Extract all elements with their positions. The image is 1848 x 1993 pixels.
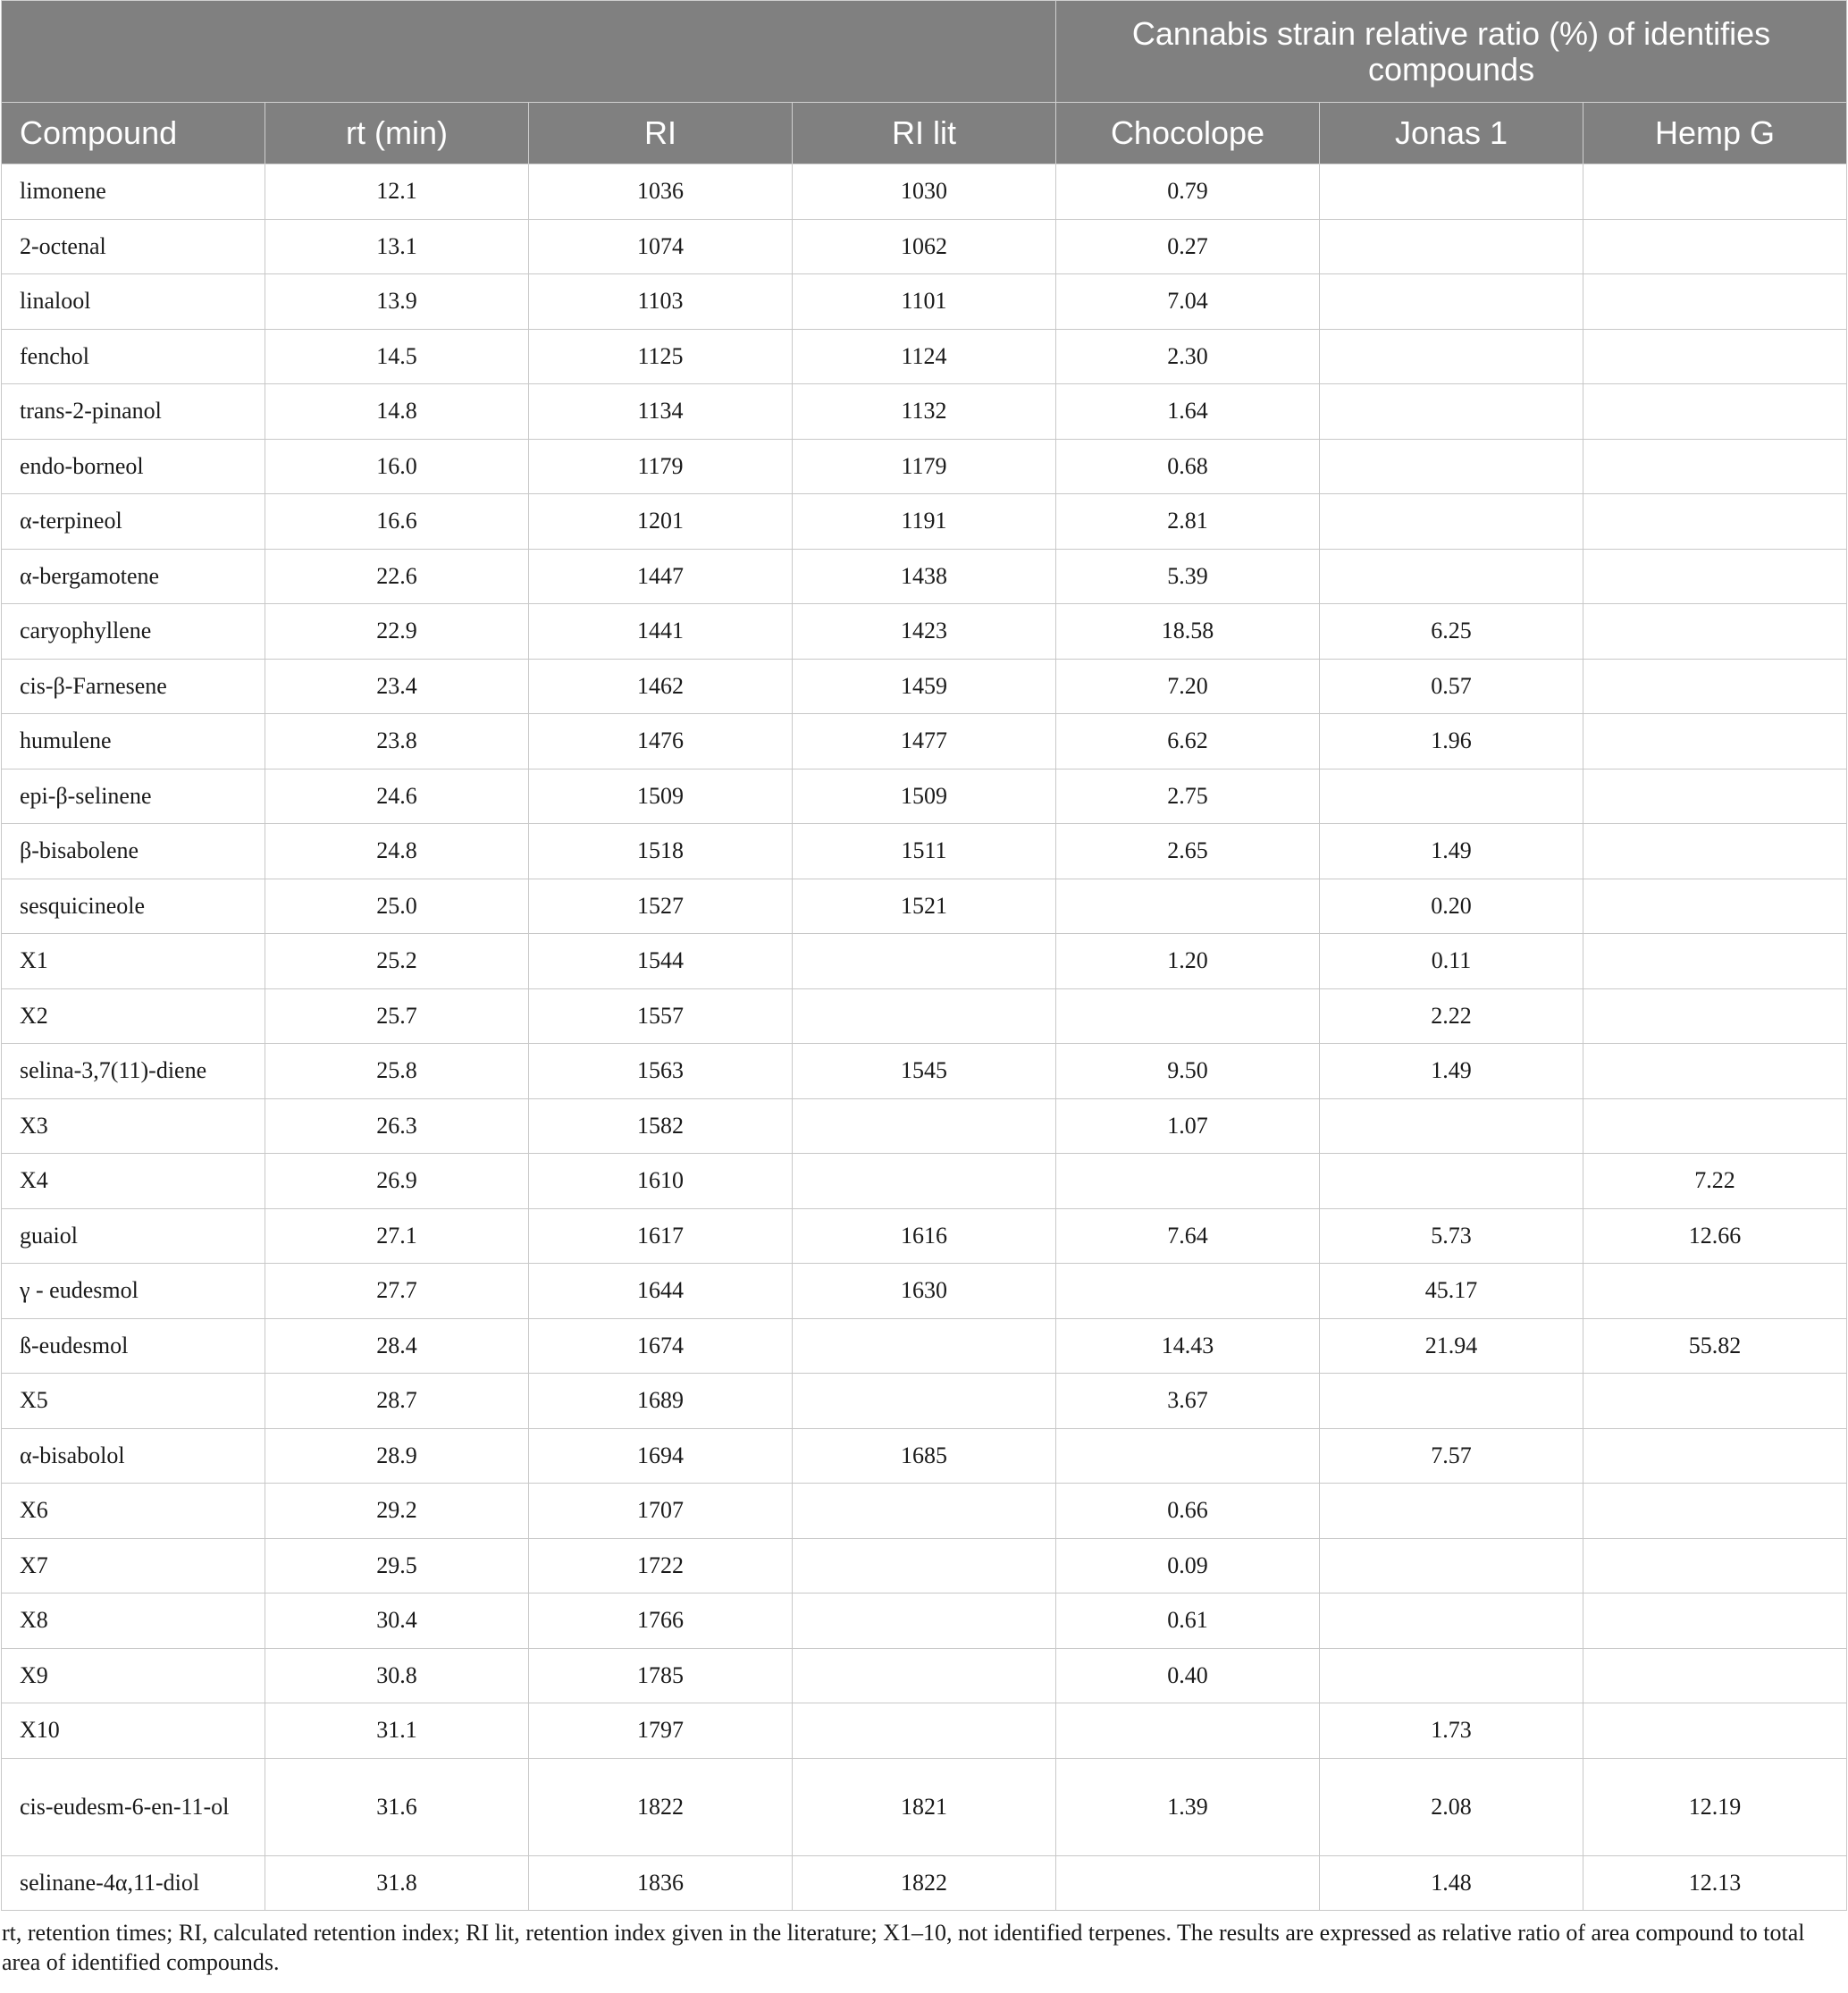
cell-compound: cis-β-Farnesene xyxy=(2,659,265,714)
cell-ri-lit xyxy=(793,1703,1056,1759)
cell-ri-lit: 1062 xyxy=(793,219,1056,274)
cell-ri-lit: 1459 xyxy=(793,659,1056,714)
cell-jonas1 xyxy=(1320,1594,1583,1649)
cell-rt: 30.8 xyxy=(265,1648,529,1703)
cell-hempg xyxy=(1583,1374,1847,1429)
column-header-rt: rt (min) xyxy=(265,103,529,164)
cell-chocolope: 2.81 xyxy=(1056,494,1320,550)
table-row xyxy=(2,1484,1847,1539)
cell-chocolope: 9.50 xyxy=(1056,1044,1320,1099)
cell-ri-lit: 1630 xyxy=(793,1264,1056,1319)
table-row xyxy=(2,439,1847,494)
cell-hempg xyxy=(1583,549,1847,604)
cell-jonas1: 45.17 xyxy=(1320,1264,1583,1319)
cell-ri-lit xyxy=(793,1648,1056,1703)
cell-jonas1 xyxy=(1320,769,1583,824)
cell-rt: 28.7 xyxy=(265,1374,529,1429)
cell-compound: X8 xyxy=(2,1594,265,1649)
table-row xyxy=(2,1855,1847,1911)
table-row xyxy=(2,714,1847,769)
cell-ri-lit: 1132 xyxy=(793,384,1056,440)
cell-ri: 1785 xyxy=(529,1648,793,1703)
cell-chocolope: 18.58 xyxy=(1056,604,1320,660)
cell-ri: 1125 xyxy=(529,329,793,384)
cell-ri: 1476 xyxy=(529,714,793,769)
cell-ri-lit: 1191 xyxy=(793,494,1056,550)
cell-ri-lit: 1822 xyxy=(793,1855,1056,1911)
cell-hempg xyxy=(1583,329,1847,384)
cell-hempg xyxy=(1583,219,1847,274)
cell-hempg xyxy=(1583,384,1847,440)
cell-ri-lit xyxy=(793,934,1056,989)
column-header-hempg: Hemp G xyxy=(1583,103,1847,164)
cell-rt: 22.9 xyxy=(265,604,529,660)
cell-jonas1 xyxy=(1320,384,1583,440)
cell-ri: 1766 xyxy=(529,1594,793,1649)
cell-jonas1: 0.11 xyxy=(1320,934,1583,989)
cell-hempg xyxy=(1583,1098,1847,1154)
cell-jonas1: 2.08 xyxy=(1320,1758,1583,1855)
cell-chocolope: 1.39 xyxy=(1056,1758,1320,1855)
cell-ri: 1822 xyxy=(529,1758,793,1855)
cell-hempg xyxy=(1583,988,1847,1044)
cell-chocolope xyxy=(1056,1264,1320,1319)
column-header-ri: RI xyxy=(529,103,793,164)
cell-compound: linalool xyxy=(2,274,265,330)
cell-chocolope: 0.27 xyxy=(1056,219,1320,274)
table-body xyxy=(2,164,1847,1911)
table-row xyxy=(2,1208,1847,1264)
cell-rt: 25.8 xyxy=(265,1044,529,1099)
cell-ri-lit: 1616 xyxy=(793,1208,1056,1264)
cell-compound: α-terpineol xyxy=(2,494,265,550)
cell-compound: α-bergamotene xyxy=(2,549,265,604)
cell-ri: 1610 xyxy=(529,1154,793,1209)
cell-jonas1 xyxy=(1320,1648,1583,1703)
cell-jonas1 xyxy=(1320,274,1583,330)
cell-ri-lit: 1511 xyxy=(793,824,1056,879)
cell-ri: 1441 xyxy=(529,604,793,660)
cell-chocolope xyxy=(1056,1154,1320,1209)
cell-ri: 1462 xyxy=(529,659,793,714)
table-row xyxy=(2,1538,1847,1594)
table-row xyxy=(2,769,1847,824)
table-row xyxy=(2,659,1847,714)
cell-chocolope: 7.64 xyxy=(1056,1208,1320,1264)
cell-ri-lit xyxy=(793,1098,1056,1154)
cell-rt: 26.9 xyxy=(265,1154,529,1209)
cell-compound: guaiol xyxy=(2,1208,265,1264)
table-row xyxy=(2,1648,1847,1703)
cell-ri: 1617 xyxy=(529,1208,793,1264)
cell-rt: 23.4 xyxy=(265,659,529,714)
cell-jonas1 xyxy=(1320,1538,1583,1594)
cell-rt: 29.2 xyxy=(265,1484,529,1539)
cell-ri: 1103 xyxy=(529,274,793,330)
cell-compound: X1 xyxy=(2,934,265,989)
cell-compound: α-bisabolol xyxy=(2,1428,265,1484)
cell-ri: 1707 xyxy=(529,1484,793,1539)
cell-chocolope: 2.65 xyxy=(1056,824,1320,879)
cell-chocolope: 1.07 xyxy=(1056,1098,1320,1154)
cell-ri-lit: 1101 xyxy=(793,274,1056,330)
table-row xyxy=(2,219,1847,274)
cell-jonas1: 0.57 xyxy=(1320,659,1583,714)
header-group-row xyxy=(2,1,1847,103)
cell-hempg xyxy=(1583,494,1847,550)
cell-hempg xyxy=(1583,934,1847,989)
cell-ri: 1527 xyxy=(529,879,793,934)
cell-ri-lit xyxy=(793,1374,1056,1429)
cell-ri: 1179 xyxy=(529,439,793,494)
cell-jonas1: 2.22 xyxy=(1320,988,1583,1044)
cell-jonas1: 1.49 xyxy=(1320,824,1583,879)
cell-ri-lit: 1124 xyxy=(793,329,1056,384)
cell-compound: X4 xyxy=(2,1154,265,1209)
cell-ri: 1036 xyxy=(529,164,793,220)
cell-jonas1 xyxy=(1320,1374,1583,1429)
cell-hempg: 12.19 xyxy=(1583,1758,1847,1855)
table-row xyxy=(2,1428,1847,1484)
cell-ri-lit xyxy=(793,1484,1056,1539)
cell-chocolope: 2.75 xyxy=(1056,769,1320,824)
cell-compound: selina-3,7(11)-diene xyxy=(2,1044,265,1099)
cell-rt: 26.3 xyxy=(265,1098,529,1154)
table-row xyxy=(2,1374,1847,1429)
column-header-jonas1: Jonas 1 xyxy=(1320,103,1583,164)
cell-compound: trans-2-pinanol xyxy=(2,384,265,440)
cell-chocolope: 7.20 xyxy=(1056,659,1320,714)
cell-hempg xyxy=(1583,1538,1847,1594)
cell-ri-lit xyxy=(793,1538,1056,1594)
cell-ri: 1544 xyxy=(529,934,793,989)
table-footnote: rt, retention times; RI, calculated retention index; RI lit, retention index given in the literature; X1–10, not identified terpenes. The results are expressed as relative ratio of area compound to total area of identified compounds. xyxy=(2,1920,1805,1975)
cell-compound: fenchol xyxy=(2,329,265,384)
cell-compound: sesquicineole xyxy=(2,879,265,934)
header-group-title: Cannabis strain relative ratio (%) of identifies compounds xyxy=(1056,1,1847,103)
cell-ri: 1644 xyxy=(529,1264,793,1319)
cell-rt: 25.2 xyxy=(265,934,529,989)
cell-compound: X5 xyxy=(2,1374,265,1429)
cell-jonas1 xyxy=(1320,439,1583,494)
cell-jonas1 xyxy=(1320,549,1583,604)
cell-chocolope: 7.04 xyxy=(1056,274,1320,330)
table-row xyxy=(2,1264,1847,1319)
table-row xyxy=(2,988,1847,1044)
cell-rt: 27.1 xyxy=(265,1208,529,1264)
cell-chocolope xyxy=(1056,879,1320,934)
cell-ri-lit: 1685 xyxy=(793,1428,1056,1484)
column-header-compound: Compound xyxy=(2,103,265,164)
cell-ri: 1797 xyxy=(529,1703,793,1759)
cell-ri-lit: 1821 xyxy=(793,1758,1056,1855)
cell-compound: cis-eudesm-6-en-11-ol xyxy=(2,1758,265,1855)
cell-ri: 1836 xyxy=(529,1855,793,1911)
cell-rt: 16.0 xyxy=(265,439,529,494)
cell-compound: γ - eudesmol xyxy=(2,1264,265,1319)
cell-hempg xyxy=(1583,439,1847,494)
cell-jonas1 xyxy=(1320,1484,1583,1539)
cell-ri-lit: 1477 xyxy=(793,714,1056,769)
cell-jonas1: 7.57 xyxy=(1320,1428,1583,1484)
cell-ri: 1201 xyxy=(529,494,793,550)
cell-rt: 22.6 xyxy=(265,549,529,604)
cell-hempg: 12.66 xyxy=(1583,1208,1847,1264)
cell-rt: 25.0 xyxy=(265,879,529,934)
cell-compound: epi-β-selinene xyxy=(2,769,265,824)
cell-rt: 13.1 xyxy=(265,219,529,274)
cell-chocolope: 5.39 xyxy=(1056,549,1320,604)
cell-hempg xyxy=(1583,769,1847,824)
cell-hempg: 55.82 xyxy=(1583,1318,1847,1374)
cell-chocolope xyxy=(1056,1428,1320,1484)
cell-hempg xyxy=(1583,1648,1847,1703)
cell-ri: 1557 xyxy=(529,988,793,1044)
table-row xyxy=(2,384,1847,440)
cell-jonas1 xyxy=(1320,1098,1583,1154)
cell-chocolope xyxy=(1056,1855,1320,1911)
cell-chocolope: 0.66 xyxy=(1056,1484,1320,1539)
header-columns-row xyxy=(2,103,1847,164)
cell-chocolope: 2.30 xyxy=(1056,329,1320,384)
cell-rt: 31.1 xyxy=(265,1703,529,1759)
cell-chocolope: 3.67 xyxy=(1056,1374,1320,1429)
cell-jonas1: 6.25 xyxy=(1320,604,1583,660)
cell-chocolope: 1.64 xyxy=(1056,384,1320,440)
table-row xyxy=(2,1154,1847,1209)
table-row xyxy=(2,604,1847,660)
table-row xyxy=(2,1703,1847,1759)
cell-hempg xyxy=(1583,1484,1847,1539)
cell-ri: 1674 xyxy=(529,1318,793,1374)
cell-ri: 1563 xyxy=(529,1044,793,1099)
column-header-chocolope: Chocolope xyxy=(1056,103,1320,164)
cell-hempg xyxy=(1583,1594,1847,1649)
table-row xyxy=(2,879,1847,934)
cell-ri: 1689 xyxy=(529,1374,793,1429)
cell-ri: 1694 xyxy=(529,1428,793,1484)
cell-hempg xyxy=(1583,714,1847,769)
cell-jonas1: 21.94 xyxy=(1320,1318,1583,1374)
cell-compound: X3 xyxy=(2,1098,265,1154)
cell-rt: 25.7 xyxy=(265,988,529,1044)
cell-compound: X9 xyxy=(2,1648,265,1703)
cell-compound: endo-borneol xyxy=(2,439,265,494)
cell-rt: 28.4 xyxy=(265,1318,529,1374)
cell-chocolope xyxy=(1056,1703,1320,1759)
cell-hempg xyxy=(1583,1044,1847,1099)
cell-jonas1: 0.20 xyxy=(1320,879,1583,934)
cell-compound: β-bisabolene xyxy=(2,824,265,879)
cell-chocolope: 0.09 xyxy=(1056,1538,1320,1594)
table-row xyxy=(2,549,1847,604)
cell-compound: X7 xyxy=(2,1538,265,1594)
cell-jonas1: 1.73 xyxy=(1320,1703,1583,1759)
cell-hempg xyxy=(1583,879,1847,934)
cell-ri: 1509 xyxy=(529,769,793,824)
table-row xyxy=(2,1594,1847,1649)
cell-hempg xyxy=(1583,824,1847,879)
cell-rt: 30.4 xyxy=(265,1594,529,1649)
cell-rt: 28.9 xyxy=(265,1428,529,1484)
cell-chocolope: 6.62 xyxy=(1056,714,1320,769)
table-row xyxy=(2,1758,1847,1855)
cell-chocolope: 0.61 xyxy=(1056,1594,1320,1649)
cell-ri-lit xyxy=(793,1154,1056,1209)
cell-jonas1 xyxy=(1320,219,1583,274)
cell-rt: 24.8 xyxy=(265,824,529,879)
cell-hempg: 7.22 xyxy=(1583,1154,1847,1209)
cell-rt: 12.1 xyxy=(265,164,529,220)
cell-jonas1 xyxy=(1320,329,1583,384)
cell-ri-lit: 1521 xyxy=(793,879,1056,934)
cell-rt: 24.6 xyxy=(265,769,529,824)
cell-rt: 13.9 xyxy=(265,274,529,330)
cell-ri-lit xyxy=(793,1318,1056,1374)
cell-ri-lit: 1179 xyxy=(793,439,1056,494)
cell-ri: 1074 xyxy=(529,219,793,274)
cell-chocolope: 0.40 xyxy=(1056,1648,1320,1703)
table-row xyxy=(2,164,1847,220)
cell-hempg xyxy=(1583,1264,1847,1319)
cell-compound: limonene xyxy=(2,164,265,220)
cell-compound: humulene xyxy=(2,714,265,769)
table-row xyxy=(2,1318,1847,1374)
cell-ri: 1134 xyxy=(529,384,793,440)
compounds-table xyxy=(1,0,1847,1911)
cell-hempg xyxy=(1583,1428,1847,1484)
cell-compound: X2 xyxy=(2,988,265,1044)
cell-compound: X6 xyxy=(2,1484,265,1539)
cell-ri: 1518 xyxy=(529,824,793,879)
cell-chocolope xyxy=(1056,988,1320,1044)
cell-hempg xyxy=(1583,659,1847,714)
cell-ri: 1722 xyxy=(529,1538,793,1594)
cell-jonas1: 1.49 xyxy=(1320,1044,1583,1099)
cell-hempg xyxy=(1583,1703,1847,1759)
cell-compound: X10 xyxy=(2,1703,265,1759)
cell-rt: 23.8 xyxy=(265,714,529,769)
cell-jonas1: 1.96 xyxy=(1320,714,1583,769)
table-row xyxy=(2,1044,1847,1099)
cell-jonas1: 5.73 xyxy=(1320,1208,1583,1264)
cell-chocolope: 0.68 xyxy=(1056,439,1320,494)
cell-jonas1: 1.48 xyxy=(1320,1855,1583,1911)
cell-compound: ß-eudesmol xyxy=(2,1318,265,1374)
cell-hempg: 12.13 xyxy=(1583,1855,1847,1911)
column-header-ri-lit: RI lit xyxy=(793,103,1056,164)
cell-ri-lit: 1423 xyxy=(793,604,1056,660)
cell-ri: 1447 xyxy=(529,549,793,604)
table-row xyxy=(2,934,1847,989)
cell-ri-lit xyxy=(793,1594,1056,1649)
table-row xyxy=(2,494,1847,550)
cell-ri-lit: 1545 xyxy=(793,1044,1056,1099)
cell-chocolope: 0.79 xyxy=(1056,164,1320,220)
cell-ri-lit: 1509 xyxy=(793,769,1056,824)
cell-ri: 1582 xyxy=(529,1098,793,1154)
cell-compound: 2-octenal xyxy=(2,219,265,274)
cell-compound: selinane-4α,11-diol xyxy=(2,1855,265,1911)
cell-rt: 14.5 xyxy=(265,329,529,384)
cell-ri-lit: 1030 xyxy=(793,164,1056,220)
table-row xyxy=(2,274,1847,330)
cell-jonas1 xyxy=(1320,164,1583,220)
table-row xyxy=(2,824,1847,879)
cell-ri-lit xyxy=(793,988,1056,1044)
cell-hempg xyxy=(1583,604,1847,660)
cell-jonas1 xyxy=(1320,1154,1583,1209)
cell-rt: 16.6 xyxy=(265,494,529,550)
cell-rt: 14.8 xyxy=(265,384,529,440)
cell-rt: 29.5 xyxy=(265,1538,529,1594)
cell-jonas1 xyxy=(1320,494,1583,550)
cell-chocolope: 14.43 xyxy=(1056,1318,1320,1374)
cell-hempg xyxy=(1583,164,1847,220)
table-row xyxy=(2,1098,1847,1154)
cell-hempg xyxy=(1583,274,1847,330)
cell-rt: 31.8 xyxy=(265,1855,529,1911)
table-row xyxy=(2,329,1847,384)
table-header xyxy=(2,1,1847,164)
cell-chocolope: 1.20 xyxy=(1056,934,1320,989)
cell-rt: 27.7 xyxy=(265,1264,529,1319)
header-group-spacer xyxy=(2,1,1056,103)
cell-compound: caryophyllene xyxy=(2,604,265,660)
cell-ri-lit: 1438 xyxy=(793,549,1056,604)
cell-rt: 31.6 xyxy=(265,1758,529,1855)
